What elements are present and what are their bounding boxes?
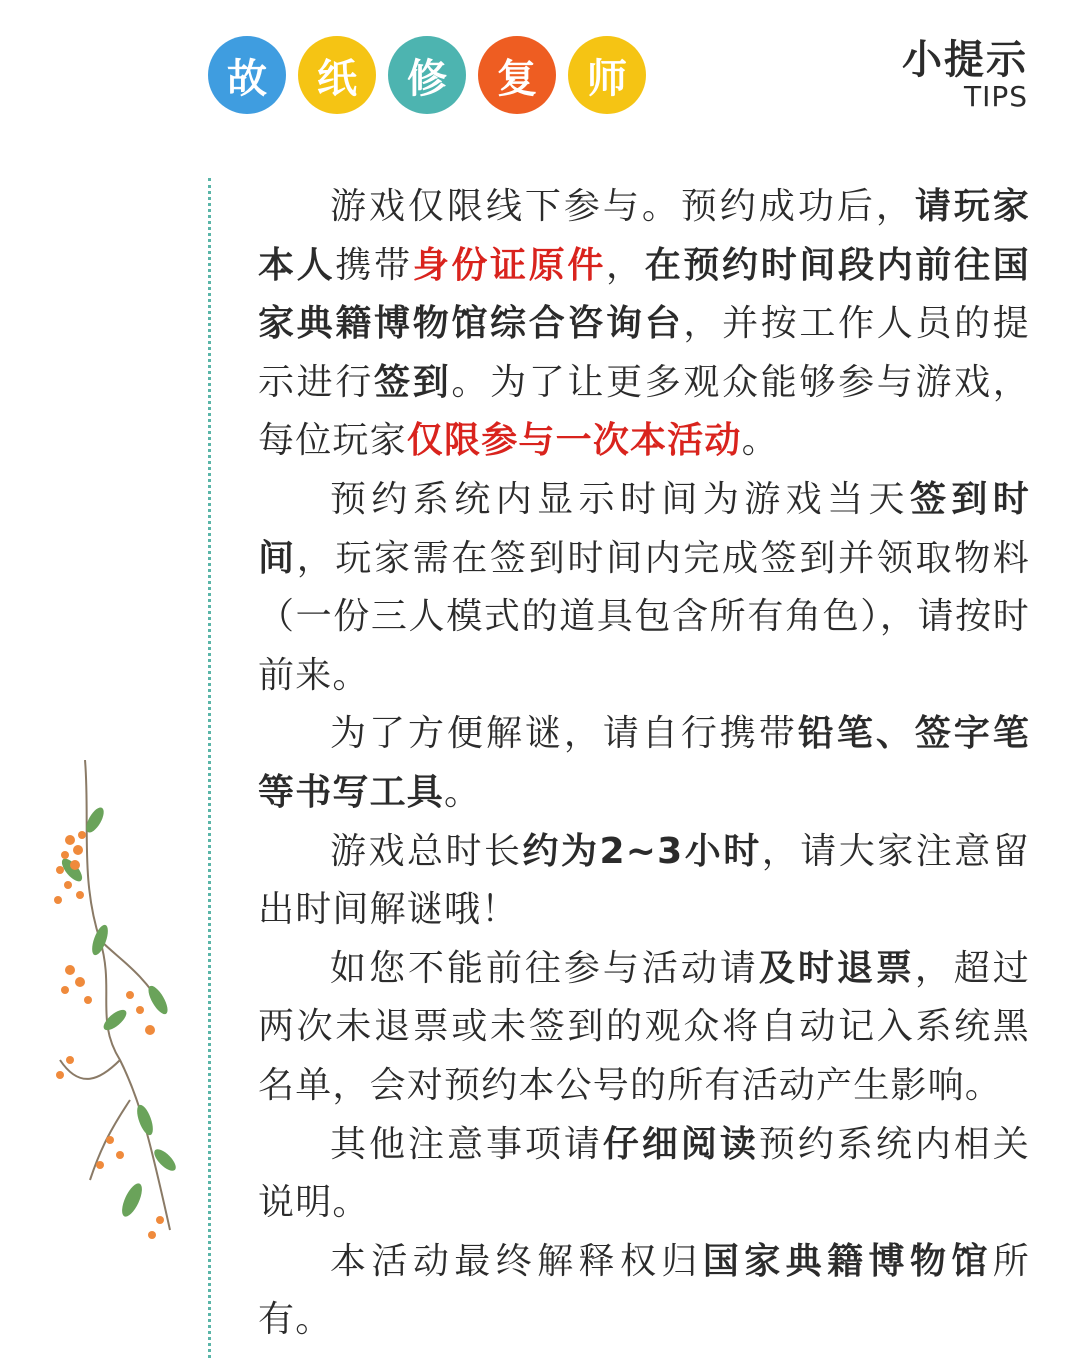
title-char-badge: 故 [208, 36, 286, 114]
body-text: ，超过两次未退票或未签到的观众将自动记入系统黑名单，会对预约本公号的所有活动产生影响。 [258, 947, 1030, 1106]
emphasis-bold-text: 签到时间 [258, 478, 1030, 579]
emphasis-bold-text: 铅笔、签字笔等书写工具 [258, 713, 1030, 813]
emphasis-bold-text: 在预约时间段内前往国家典籍博物馆综合咨询台 [258, 244, 1030, 345]
emphasis-red-text: 身份证原件 [412, 244, 607, 286]
tip-paragraph [258, 178, 1030, 471]
body-text: 如您不能前往参与活动请 [330, 947, 759, 989]
title-char-badge: 修 [388, 36, 466, 114]
tips-body [258, 178, 1030, 1350]
body-text: 游戏总时长 [330, 830, 523, 872]
tip-paragraph [258, 471, 1030, 705]
body-text: 携带 [335, 244, 413, 286]
body-text: 。 [741, 420, 779, 462]
title-badges [208, 36, 658, 114]
emphasis-bold-text: 仔细阅读 [602, 1123, 759, 1165]
body-text: 预约系统内显示时间为游戏当天 [330, 478, 910, 520]
tips-title-en: TIPS [963, 80, 1028, 113]
body-text: 所有。 [258, 1240, 1030, 1341]
emphasis-bold-text: 签到 [374, 361, 452, 403]
emphasis-bold-text: 国家典籍博物馆 [702, 1240, 993, 1282]
body-text: 。 [444, 771, 482, 813]
tip-paragraph [258, 1233, 1030, 1350]
body-text: 为了方便解谜，请自行携带 [330, 713, 798, 755]
title-char-badge: 师 [568, 36, 646, 114]
body-text: ， [606, 244, 645, 286]
dotted-divider [208, 178, 211, 1358]
body-text: ，请大家注意留出时间解谜哦！ [258, 830, 1030, 931]
emphasis-bold-text: 请玩家本人 [258, 186, 1030, 286]
tips-heading [902, 38, 1028, 112]
emphasis-red-text: 仅限参与一次本活动 [406, 420, 742, 462]
osmanthus-branch-illustration [40, 760, 180, 1250]
body-text: 游戏仅限线下参与。预约成功后， [330, 186, 915, 227]
emphasis-bold-text: 及时退票 [758, 947, 915, 989]
tip-paragraph [258, 823, 1030, 940]
body-text: ，并按工作人员的提示进行 [258, 303, 1030, 403]
tips-title-cn: 小提示 [902, 37, 1028, 83]
tip-paragraph [258, 940, 1030, 1116]
title-char-badge: 复 [478, 36, 556, 114]
emphasis-bold-text: 约为2~3小时 [522, 830, 762, 872]
title-char-badge: 纸 [298, 36, 376, 114]
body-text: ，玩家需在签到时间内完成签到并领取物料（一份三人模式的道具包含所有角色），请按时前来。 [258, 537, 1030, 696]
body-text: 。为了让更多观众能够参与游戏，每位玩家 [258, 361, 1030, 462]
tip-paragraph [258, 705, 1030, 822]
body-text: 预约系统内相关说明。 [258, 1123, 1030, 1224]
body-text: 本活动最终解释权归 [330, 1240, 703, 1282]
tip-paragraph [258, 1116, 1030, 1233]
body-text: 其他注意事项请 [330, 1123, 603, 1165]
